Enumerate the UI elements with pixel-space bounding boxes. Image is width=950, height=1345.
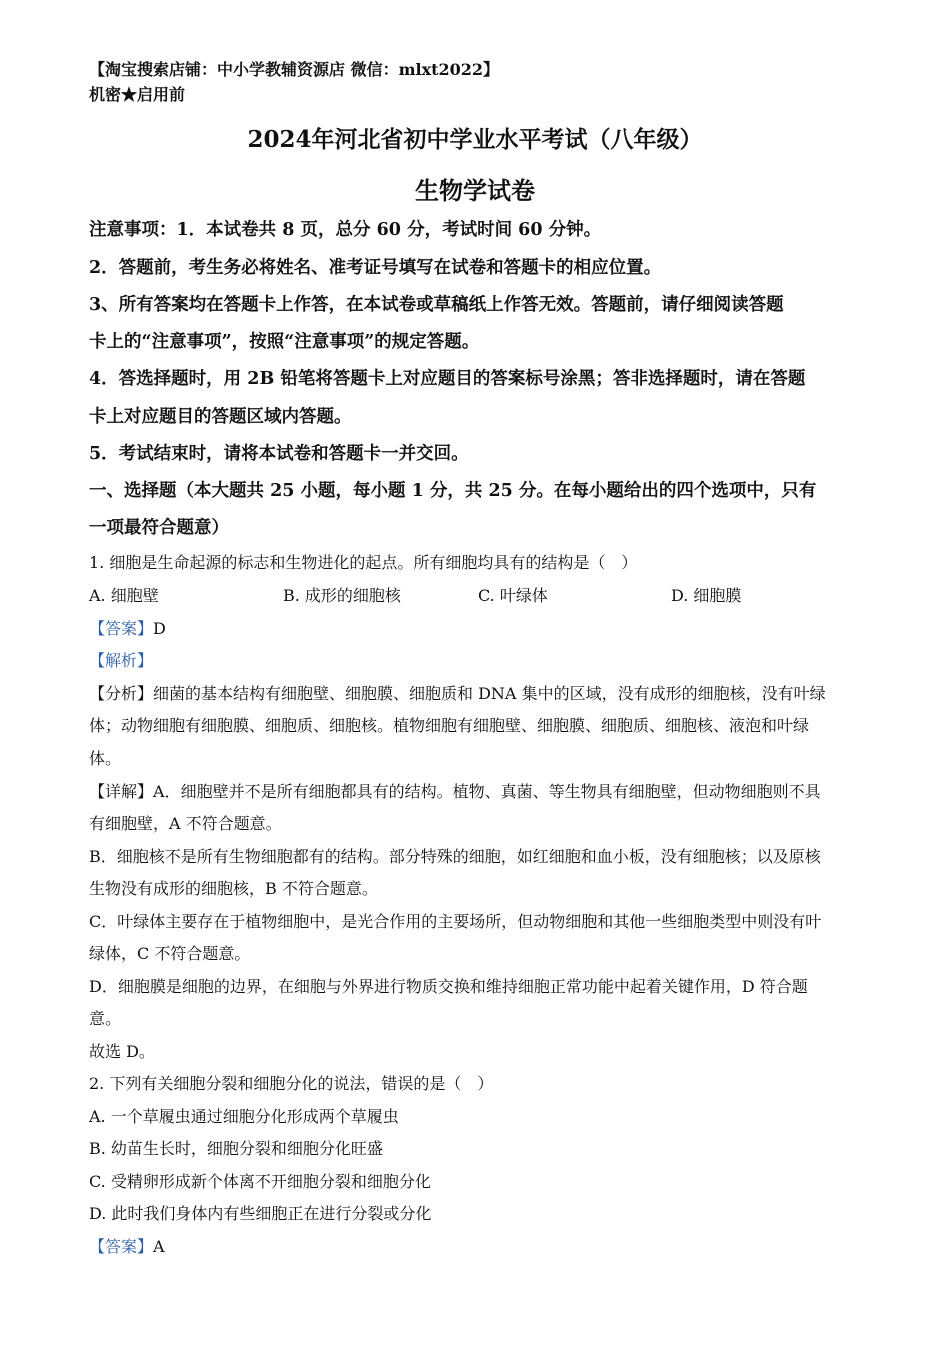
q2-option-b: B. 幼苗生长时，细胞分裂和细胞分化旺盛	[89, 1139, 383, 1158]
question-2-stem: 2. 下列有关细胞分裂和细胞分化的说法，错误的是（ ）	[89, 1074, 494, 1093]
q2-option-c: C. 受精卵形成新个体离不开细胞分裂和细胞分化	[89, 1172, 431, 1191]
subject-title: 生物学试卷	[415, 176, 535, 205]
fenxi-text-1: 细菌的基本结构有细胞壁、细胞膜、细胞质和 DNA 集中的区域，没有成形的细胞核，没有叶绿	[153, 684, 826, 703]
notice-line-4b: 卡上对应题目的答题区域内答题。	[89, 407, 352, 427]
q2-answer	[89, 1237, 165, 1257]
notice-line-4a: 4．答选择题时，用 2B 铅笔将答题卡上对应题目的答案标号涂黑；答非选择题时，请在答题	[89, 369, 806, 389]
q1-detail-c2: 绿体，C 不符合题意。	[89, 944, 251, 963]
q1-detail-d2: 意。	[89, 1009, 122, 1028]
notice-line-5: 5．考试结束时，请将本试卷和答题卡一并交回。	[89, 444, 469, 464]
answer-value: A	[153, 1237, 165, 1256]
q1-detail-a1	[89, 782, 821, 802]
notice-line-1: 注意事项：1．本试卷共 8 页，总分 60 分，考试时间 60 分钟。	[89, 220, 602, 240]
q1-detail-d1: D．细胞膜是细胞的边界，在细胞与外界进行物质交换和维持细胞正常功能中起着关键作用，D 符合题	[89, 977, 808, 996]
question-1-stem: 1. 细胞是生命起源的标志和生物进化的起点。所有细胞均具有的结构是（ ）	[89, 553, 638, 572]
q1-option-c: C. 叶绿体	[478, 586, 548, 605]
q1-detail-a2: 有细胞壁，A 不符合题意。	[89, 814, 282, 833]
q1-option-d: D. 细胞膜	[671, 586, 742, 605]
q1-fenxi-1	[89, 684, 826, 704]
confidential-label: 机密★启用前	[89, 85, 186, 104]
q1-detail-c1: C．叶绿体主要存在于植物细胞中，是光合作用的主要场所，但动物细胞和其他一些细胞类型中则没有叶	[89, 912, 822, 931]
answer-tag: 【答案】	[89, 619, 154, 638]
section-heading-b: 一项最符合题意）	[89, 518, 229, 538]
answer-tag: 【答案】	[89, 1237, 154, 1256]
detail-a-text: A．细胞壁并不是所有细胞都具有的结构。植物、真菌、等生物具有细胞壁，但动物细胞则不具	[153, 782, 821, 801]
q1-fenxi-3: 体。	[89, 749, 122, 768]
notice-line-3a: 3、所有答案均在答题卡上作答，在本试卷或草稿纸上作答无效。答题前，请仔细阅读答题	[89, 295, 784, 315]
q1-analysis-tag: 【解析】	[89, 651, 154, 670]
notice-line-3b: 卡上的“注意事项”，按照“注意事项”的规定答题。	[89, 332, 480, 352]
q2-option-a: A. 一个草履虫通过细胞分化形成两个草履虫	[89, 1107, 399, 1126]
q1-detail-b2: 生物没有成形的细胞核，B 不符合题意。	[89, 879, 378, 898]
q2-option-d: D. 此时我们身体内有些细胞正在进行分裂或分化	[89, 1204, 432, 1223]
q1-answer	[89, 619, 166, 639]
q1-conclusion: 故选 D。	[89, 1042, 155, 1061]
shop-banner: 【淘宝搜索店铺：中小学教辅资源店 微信：mlxt2022】	[89, 60, 500, 79]
q1-detail-b1: B．细胞核不是所有生物细胞都有的结构。部分特殊的细胞，如红细胞和血小板，没有细胞核；以及原核	[89, 847, 821, 866]
fenxi-tag: 【分析】	[89, 684, 154, 703]
q1-fenxi-2: 体；动物细胞有细胞膜、细胞质、细胞核。植物细胞有细胞壁、细胞膜、细胞质、细胞核、液泡和叶绿	[89, 716, 810, 735]
xiangjie-tag: 【详解】	[89, 782, 154, 801]
notice-line-2: 2．答题前，考生务必将姓名、准考证号填写在试卷和答题卡的相应位置。	[89, 258, 662, 278]
exam-title: 2024年河北省初中学业水平考试（八年级）	[247, 126, 703, 153]
q1-option-b: B. 成形的细胞核	[283, 586, 401, 605]
q1-option-a: A. 细胞壁	[89, 586, 159, 605]
section-heading-a: 一、选择题（本大题共 25 小题，每小题 1 分，共 25 分。在每小题给出的四个选项中，只有	[89, 481, 817, 501]
answer-value: D	[153, 619, 166, 638]
